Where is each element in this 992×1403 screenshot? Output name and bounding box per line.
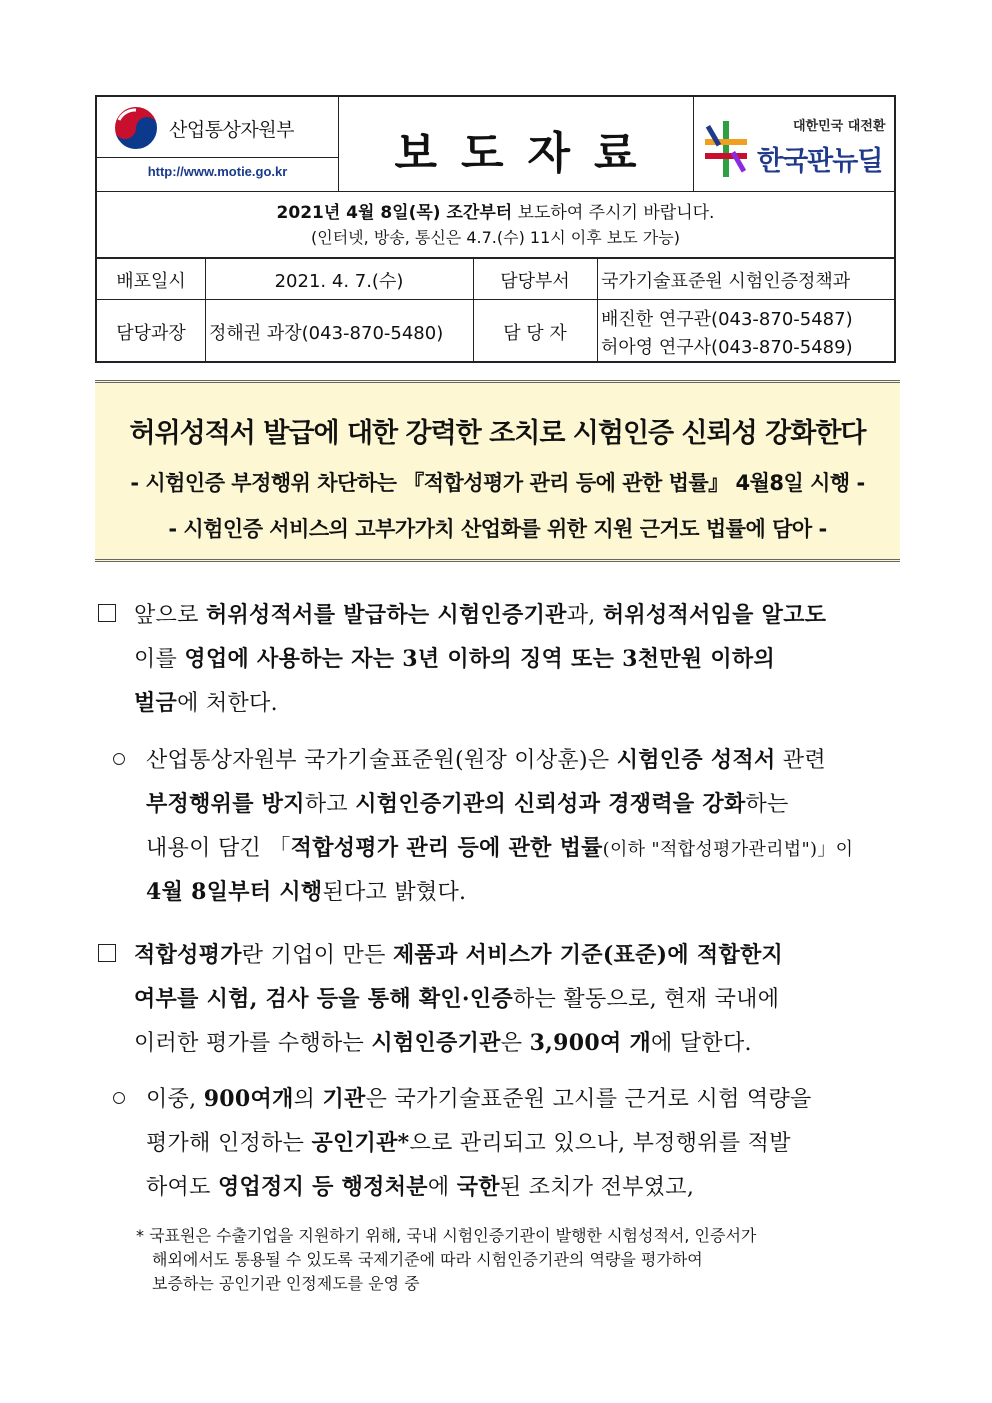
paragraph-1-line-3: 벌금에 처한다. xyxy=(134,690,278,716)
taegeuk-emblem-icon xyxy=(109,101,163,155)
section-label: 담당과장 xyxy=(116,323,186,344)
dept-value: 국가기술표준원 시험인증정책과 xyxy=(601,271,851,292)
release-label: 배포일시 xyxy=(116,271,186,292)
doc-title: 보도자료 xyxy=(394,128,661,179)
paragraph-2-line-3: 내용이 담긴 「적합성평가 관리 등에 관한 법률(이하 "적합성평가관리법")」이 xyxy=(146,835,854,861)
ministry-name: 산업통상자원부 xyxy=(169,119,294,141)
header-table xyxy=(95,95,896,259)
divider xyxy=(97,157,338,158)
footnote-line-3: 보증하는 공인기관 인정제도를 운영 중 xyxy=(152,1274,420,1293)
paragraph-2-line-4: 4월 8일부터 시행된다고 밝혔다. xyxy=(146,879,467,905)
headline-main: 허위성적서 발급에 대한 강력한 조치로 시험인증 신뢰성 강화한다 xyxy=(129,418,866,449)
paragraph-4-line-3: 하여도 영업정지 등 행정처분에 국한된 조치가 전부였고, xyxy=(146,1174,695,1200)
embargo-text: 보도하여 주시기 바랍니다. xyxy=(512,203,715,223)
paragraph-2-line-2: 부정행위를 방지하고 시험인증기관의 신뢰성과 경쟁력을 강화하는 xyxy=(146,791,789,817)
headline-sub-1: - 시험인증 부정행위 차단하는 『적합성평가 관리 등에 관한 법률』 4월8일 시행 - xyxy=(130,471,865,495)
headline-sub-2: - 시험인증 서비스의 고부가가치 산업화를 위한 지원 근거도 법률에 담아 - xyxy=(168,517,827,541)
paragraph-3-line-3: 이러한 평가를 수행하는 시험인증기관은 3,900여 개에 달한다. xyxy=(134,1030,752,1056)
newdeal-emblem-icon xyxy=(703,119,749,179)
embargo-note: (인터넷, 방송, 통신은 4.7.(수) 11시 이후 보도 가능) xyxy=(311,228,680,247)
paragraph-1-line-2: 이를 영업에 사용하는 자는 3년 이하의 징역 또는 3천만원 이하의 xyxy=(134,646,775,672)
circle-bullet-icon xyxy=(113,1092,125,1104)
release-value: 2021. 4. 7.(수) xyxy=(274,271,404,292)
paragraph-4-line-1: 이중, 900여개의 기관은 국가기술표준원 고시를 근거로 시험 역량을 xyxy=(146,1086,812,1112)
footnote-line-2: 해외에서도 통용될 수 있도록 국제기준에 따라 시험인증기관의 역량을 평가하여 xyxy=(152,1250,703,1269)
headline-box xyxy=(95,380,900,562)
ministry-url[interactable]: http://www.motie.go.kr xyxy=(147,164,288,179)
divider xyxy=(693,97,694,191)
paragraph-3-line-1: 적합성평가란 기업이 만든 제품과 서비스가 기준(표준)에 적합한지 xyxy=(134,942,784,968)
newdeal-tagline: 대한민국 대전환 xyxy=(793,119,886,134)
contact-1: 배진한 연구관(043-870-5487) xyxy=(601,309,853,330)
newdeal-title: 한국판뉴딜 xyxy=(757,146,883,177)
paragraph-4-line-2: 평가해 인정하는 공인기관*으로 관리되고 있으나, 부정행위를 적발 xyxy=(146,1130,791,1156)
embargo-date: 2021년 4월 8일(목) 조간부터 xyxy=(276,203,513,223)
dept-label: 담당부서 xyxy=(500,271,570,292)
embargo-line xyxy=(97,198,894,223)
divider xyxy=(97,299,894,300)
contact-table xyxy=(95,259,896,363)
contact-label: 담 당 자 xyxy=(503,323,567,344)
footnote-line-1: * 국표원은 수출기업을 지원하기 위해, 국내 시험인증기관이 발행한 시험성적서, 인증서가 xyxy=(136,1226,757,1245)
square-bullet-icon xyxy=(98,944,116,962)
paragraph-3-line-2: 여부를 시험, 검사 등을 통해 확인·인증하는 활동으로, 현재 국내에 xyxy=(134,986,780,1012)
ministry-logo xyxy=(109,101,331,155)
divider xyxy=(597,259,598,361)
divider xyxy=(97,191,894,192)
paragraph-2-line-1: 산업통상자원부 국가기술표준원(원장 이상훈)은 시험인증 성적서 관련 xyxy=(146,747,826,773)
paragraph-1-line-1: 앞으로 허위성적서를 발급하는 시험인증기관과, 허위성적서임을 알고도 xyxy=(134,602,827,628)
section-value: 정해권 과장(043-870-5480) xyxy=(209,323,444,344)
circle-bullet-icon xyxy=(113,753,125,765)
newdeal-logo xyxy=(697,103,893,189)
contact-2: 허아영 연구사(043-870-5489) xyxy=(601,337,853,358)
square-bullet-icon xyxy=(98,604,116,622)
